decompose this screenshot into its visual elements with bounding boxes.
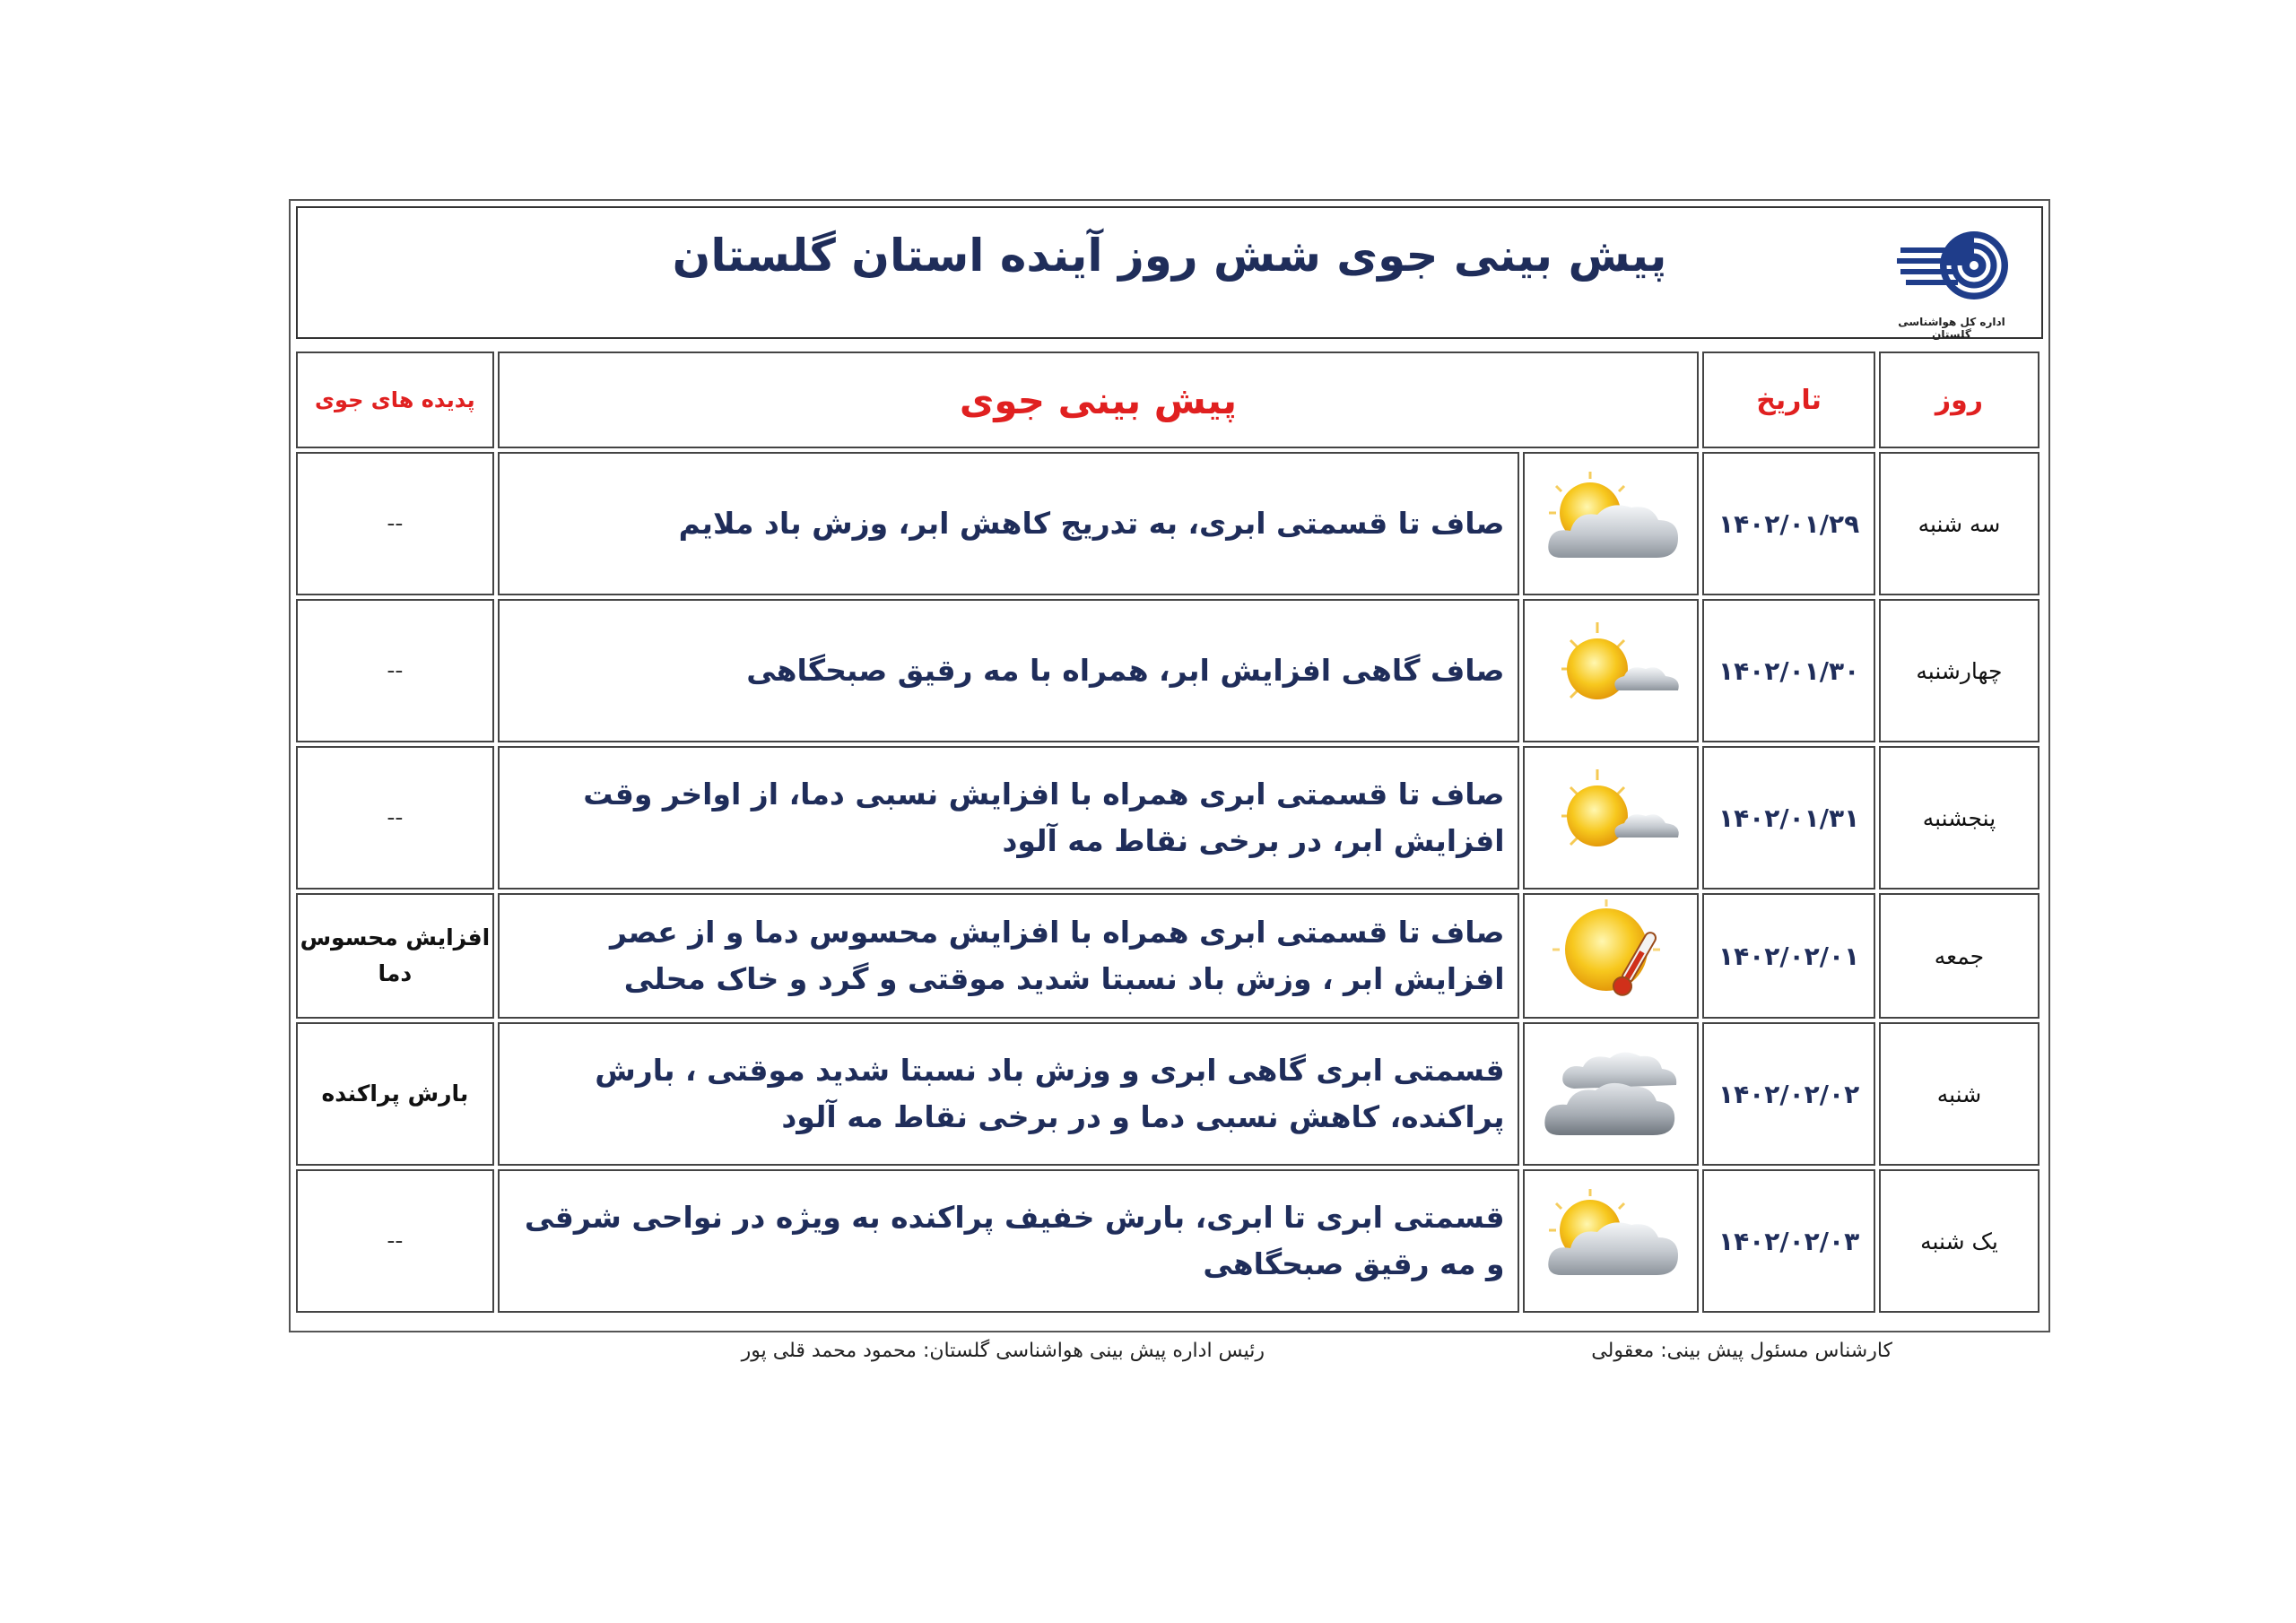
forecast-text-cell: صاف تا قسمتی ابری همراه با افزایش محسوس دما و از عصر افزایش ابر ، وزش باد نسبتا شدید موقتی و گرد و خاک محلی bbox=[498, 893, 1519, 1019]
phenomena-cell: بارش پراکنده bbox=[296, 1022, 494, 1166]
date-cell: ۱۴۰۲/۰۲/۰۳ bbox=[1702, 1169, 1875, 1313]
day-cell: یک شنبه bbox=[1879, 1169, 2039, 1313]
forecast-sheet bbox=[289, 199, 2050, 1332]
day-cell: شنبه bbox=[1879, 1022, 2039, 1166]
phenomena-cell: -- bbox=[296, 452, 494, 595]
date-cell: ۱۴۰۲/۰۲/۰۲ bbox=[1702, 1022, 1875, 1166]
swirl-logo-icon bbox=[1884, 224, 2019, 310]
date-cell: ۱۴۰۲/۰۱/۳۰ bbox=[1702, 599, 1875, 742]
date-cell: ۱۴۰۲/۰۱/۲۹ bbox=[1702, 452, 1875, 595]
forecast-text-cell: قسمتی ابری گاهی ابری و وزش باد نسبتا شدید موقتی ، بارش پراکنده، کاهش نسبی دما و در برخی نقاط مه آلود bbox=[498, 1022, 1519, 1166]
day-cell: سه شنبه bbox=[1879, 452, 2039, 595]
header-phenomena: پدیده های جوی bbox=[296, 352, 494, 448]
table-row bbox=[296, 1169, 2039, 1313]
table-row bbox=[296, 893, 2039, 1019]
sun-behind-cloud-icon bbox=[1523, 452, 1700, 595]
meteorological-organization-logo bbox=[1880, 224, 2023, 341]
sun-small-cloud-icon bbox=[1523, 746, 1700, 890]
hot-sun-thermometer-icon bbox=[1523, 893, 1700, 1019]
day-cell: پنجشنبه bbox=[1879, 746, 2039, 890]
forecast-text-cell: صاف تا قسمتی ابری همراه با افزایش نسبی دما، از اواخر وقت افزایش ابر، در برخی نقاط مه آلود bbox=[498, 746, 1519, 890]
day-cell: جمعه bbox=[1879, 893, 2039, 1019]
title-bar bbox=[296, 206, 2043, 339]
cloudy-icon bbox=[1523, 1022, 1700, 1166]
phenomena-cell: افزایش محسوس دما bbox=[296, 893, 494, 1019]
head-credit: رئیس اداره پیش بینی هواشناسی گلستان: محمود محمد قلی پور bbox=[741, 1340, 1265, 1362]
date-cell: ۱۴۰۲/۰۱/۳۱ bbox=[1702, 746, 1875, 890]
header-forecast: پیش بینی جوی bbox=[498, 352, 1700, 448]
header-row bbox=[296, 352, 2039, 448]
forecaster-credit: کارشناس مسئول پیش بینی: معقولی bbox=[1591, 1340, 1892, 1362]
table-row bbox=[296, 1022, 2039, 1166]
logo-caption: اداره کل هواشناسی گلستان bbox=[1898, 316, 2005, 341]
forecast-text-cell: صاف تا قسمتی ابری، به تدریج کاهش ابر، وزش باد ملایم bbox=[498, 452, 1519, 595]
forecast-text-cell: قسمتی ابری تا ابری، بارش خفیف پراکنده به ویژه در نواحی شرقی و مه رقیق صبحگاهی bbox=[498, 1169, 1519, 1313]
sun-behind-cloud-icon bbox=[1523, 1169, 1700, 1313]
forecast-text-cell: صاف گاهی افزایش ابر، همراه با مه رقیق صبحگاهی bbox=[498, 599, 1519, 742]
table-row bbox=[296, 746, 2039, 890]
table-row bbox=[296, 599, 2039, 742]
header-day: روز bbox=[1879, 352, 2039, 448]
table-row bbox=[296, 452, 2039, 595]
header-date: تاریخ bbox=[1702, 352, 1875, 448]
page-title: پیش بینی جوی شش روز آینده استان گلستان bbox=[672, 230, 1667, 282]
forecast-table bbox=[292, 348, 2043, 1316]
phenomena-cell: -- bbox=[296, 1169, 494, 1313]
phenomena-cell: -- bbox=[296, 746, 494, 890]
date-cell: ۱۴۰۲/۰۲/۰۱ bbox=[1702, 893, 1875, 1019]
day-cell: چهارشنبه bbox=[1879, 599, 2039, 742]
sun-small-cloud-icon bbox=[1523, 599, 1700, 742]
phenomena-cell: -- bbox=[296, 599, 494, 742]
